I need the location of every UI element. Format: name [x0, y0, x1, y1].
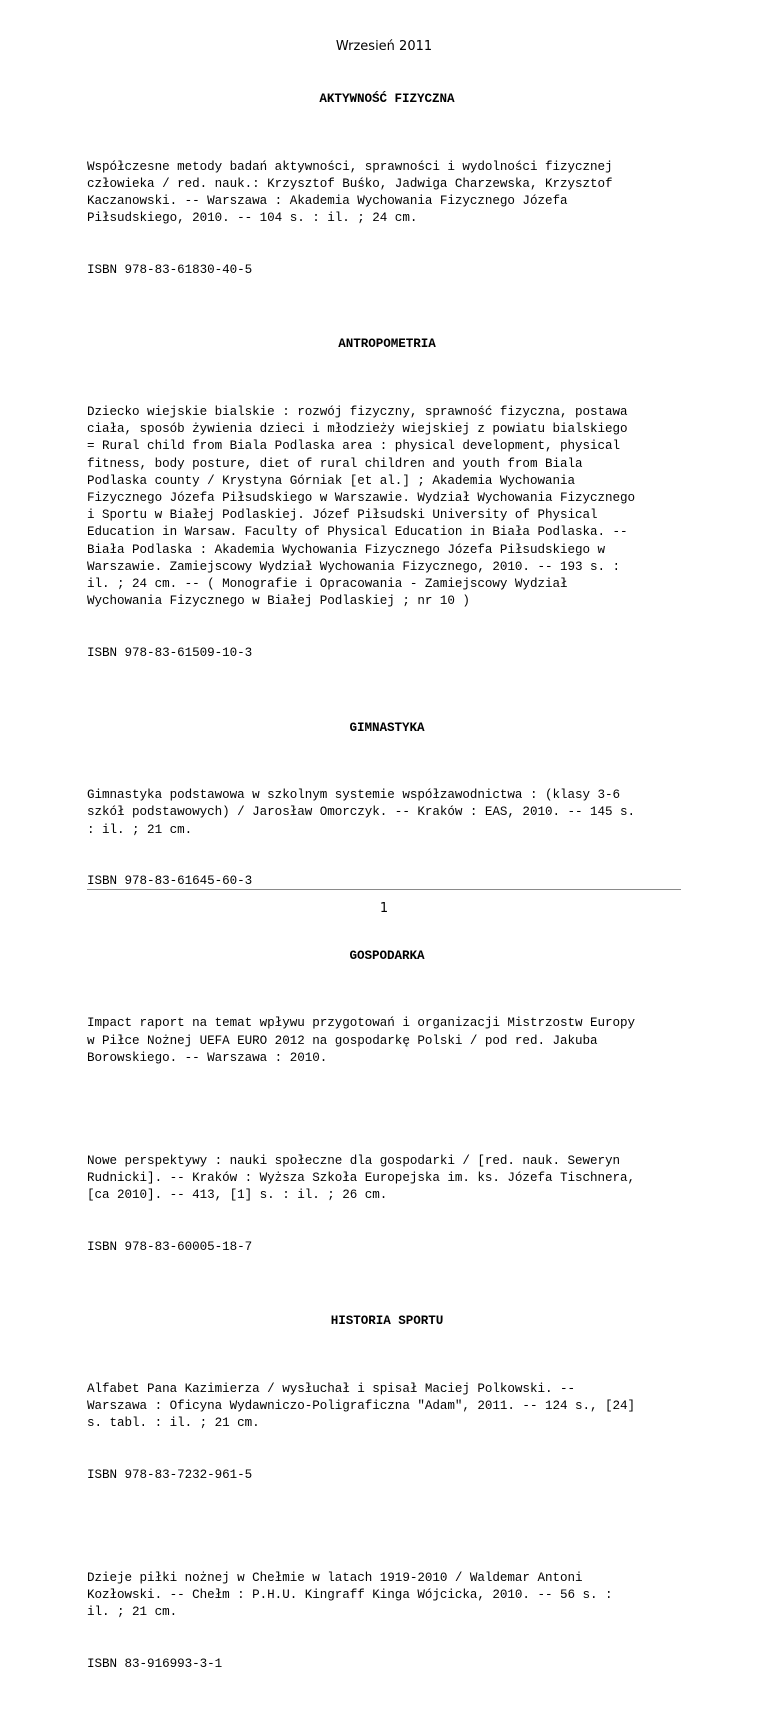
section-title: GIMNASTYKA [349, 720, 425, 735]
entry-isbn: ISBN 978-83-61509-10-3 [87, 645, 253, 660]
entry-isbn: ISBN 978-83-60005-18-7 [87, 1239, 253, 1254]
entry-isbn: ISBN 978-83-61830-40-5 [87, 262, 253, 277]
bibliography-entry [87, 981, 687, 1101]
page-number: 1 [379, 901, 389, 916]
entry-description: Dziecko wiejskie bialskie : rozwój fizyczny, sprawność fizyczna, postawa ciała, sposób żywienia dzieci i młodzieży wiejskiej z powiatu bialskiego = Rural child from Biala Podlaska area : physical development, physical fitness, body posture, diet of rural children and youth from Biala Podlaska county / Krystyna Górniak [et al.] ; Akademia Wychowania Fizycznego Józefa Piłsudskiego w Warszawie. Wydział Wychowania Fizycznego i Sportu w Białej Podlaskiej. Józef Piłsudski University of Physical Education in Warsaw. Faculty of Physical Education in Biała Podlaska. -- Biała Podlaska : Akademia Wychowania Fizycznego Józefa Piłsudskiego w Warszawie. Zamiejscowy Wydział Wychowania Fizycznego, 2010. -- 193 s. : il. ; 24 cm. -- ( Monografie i Opracowania - Zamiejscowy Wydział Wychowania Fizycznego w Białej Podlaskiej ; nr 10 ) [87, 405, 636, 609]
entry-description: Współczesne metody badań aktywności, sprawności i wydolności fizycznej człowieka / red. nauk.: Krzysztof Buśko, Jadwiga Charzewska, Krzysztof Kaczanowski. -- Warszawa : Akademia Wychowania Fizycznego Józefa Piłsudskiego, 2010. -- 104 s. : il. ; 24 cm. [87, 159, 613, 226]
section-title: HISTORIA SPORTU [330, 1314, 444, 1329]
bibliography-entry [87, 1536, 687, 1708]
bibliography-entry [87, 124, 687, 313]
entry-isbn: ISBN 978-83-7232-961-5 [87, 1468, 253, 1483]
entry-isbn: ISBN 83-916993-3-1 [87, 1657, 223, 1672]
section-title: ANTROPOMETRIA [338, 337, 436, 352]
page-header-date: Wrzesień 2011 [335, 39, 433, 54]
entry-description: Nowe perspektywy : nauki społeczne dla gospodarki / [red. nauk. Seweryn Rudnicki]. -- Kraków : Wyższa Szkoła Europejska im. ks. Józefa Tischnera, [ca 2010]. -- 413, [1] s. : il. ; 26 cm. [87, 1153, 636, 1203]
bibliography-entry [87, 370, 687, 697]
bibliography-entry [87, 1347, 687, 1519]
entry-description: Impact raport na temat wpływu przygotowań i organizacji Mistrzostw Europy w Piłce Nożnej UEFA EURO 2012 na gospodarkę Polski / pod red. Jakuba Borowskiego. -- Warszawa : 2010. [87, 1016, 636, 1065]
section-title: AKTYWNOŚĆ FIZYCZNA [319, 92, 455, 106]
entry-description: Gimnastyka podstawowa w szkolnym systemie współzawodnictwa : (klasy 3-6 szkół podstawowych) / Jarosław Omorczyk. -- Kraków : EAS, 2010. -- 145 s. : il. ; 21 cm. [87, 788, 636, 837]
section-title: GOSPODARKA [349, 948, 425, 963]
bibliography-entry [87, 753, 687, 925]
entry-isbn: ISBN 978-83-61645-60-3 [87, 874, 253, 889]
entry-description: Dzieje piłki nożnej w Chełmie w latach 1919-2010 / Waldemar Antoni Kozłowski. -- Chełm : P.H.U. Kingraff Kinga Wójcicka, 2010. -- 56 s. : il. ; 21 cm. [87, 1571, 613, 1620]
footer-divider [87, 889, 681, 890]
entry-description: Alfabet Pana Kazimierza / wysłuchał i spisał Maciej Polkowski. -- Warszawa : Oficyna Wydawniczo-Poligraficzna "Adam", 2011. -- 124 s., [24] s. tabl. : il. ; 21 cm. [87, 1382, 636, 1431]
bibliography-entry [87, 1118, 687, 1290]
